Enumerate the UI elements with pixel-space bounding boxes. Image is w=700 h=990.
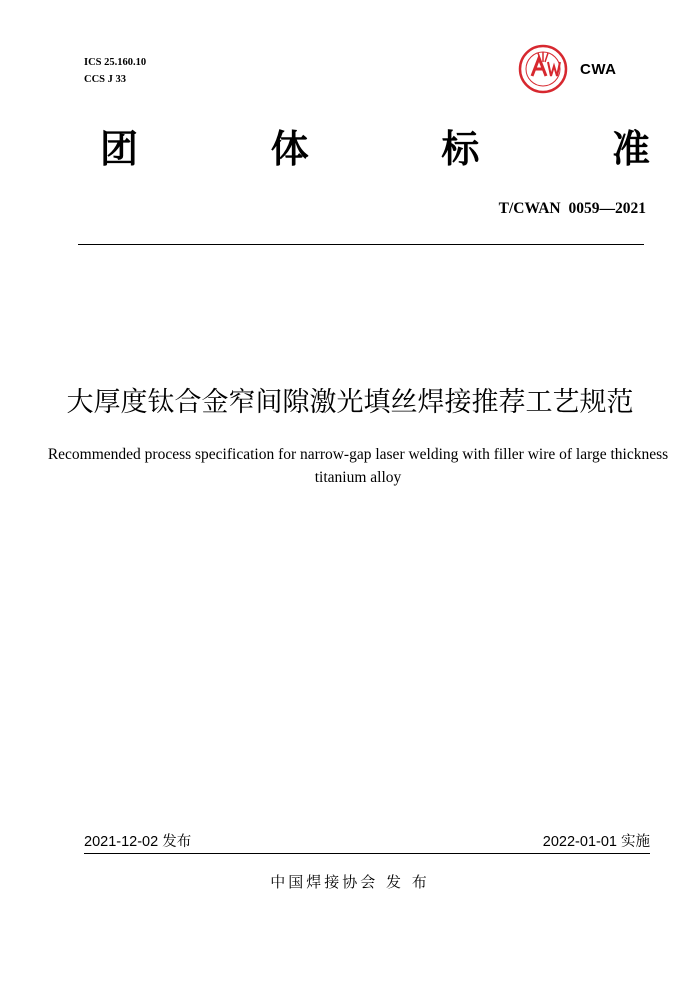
implementation-date: 2022-01-01 实施 [542,834,650,850]
top-divider [78,244,644,245]
heading-char: 准 [611,127,650,171]
heading-char: 体 [270,127,309,171]
heading-char: 标 [441,127,480,171]
standard-type-heading [100,124,650,174]
english-title [20,443,696,489]
chinese-title: 大厚度钛合金窄间隙激光填丝焊接推荐工艺规范 [66,387,634,418]
heading-char: 团 [100,127,139,171]
ics-code: ICS 25.160.10 [84,57,147,68]
issue-date: 2021-12-02 发布 [84,834,192,850]
classification-codes [84,54,146,88]
standard-number: T/CWAN 0059—2021 [498,200,646,217]
english-title-line: titanium alloy [314,469,402,486]
bottom-divider [84,853,650,854]
ccs-code: CCS J 33 [84,74,127,85]
publisher: 中国焊接协会 发 布 [270,873,430,891]
english-title-line: Recommended process specification for narrow-gap laser welding with filler wire of large thickness [47,446,669,463]
logo-text: CWA [580,61,617,78]
